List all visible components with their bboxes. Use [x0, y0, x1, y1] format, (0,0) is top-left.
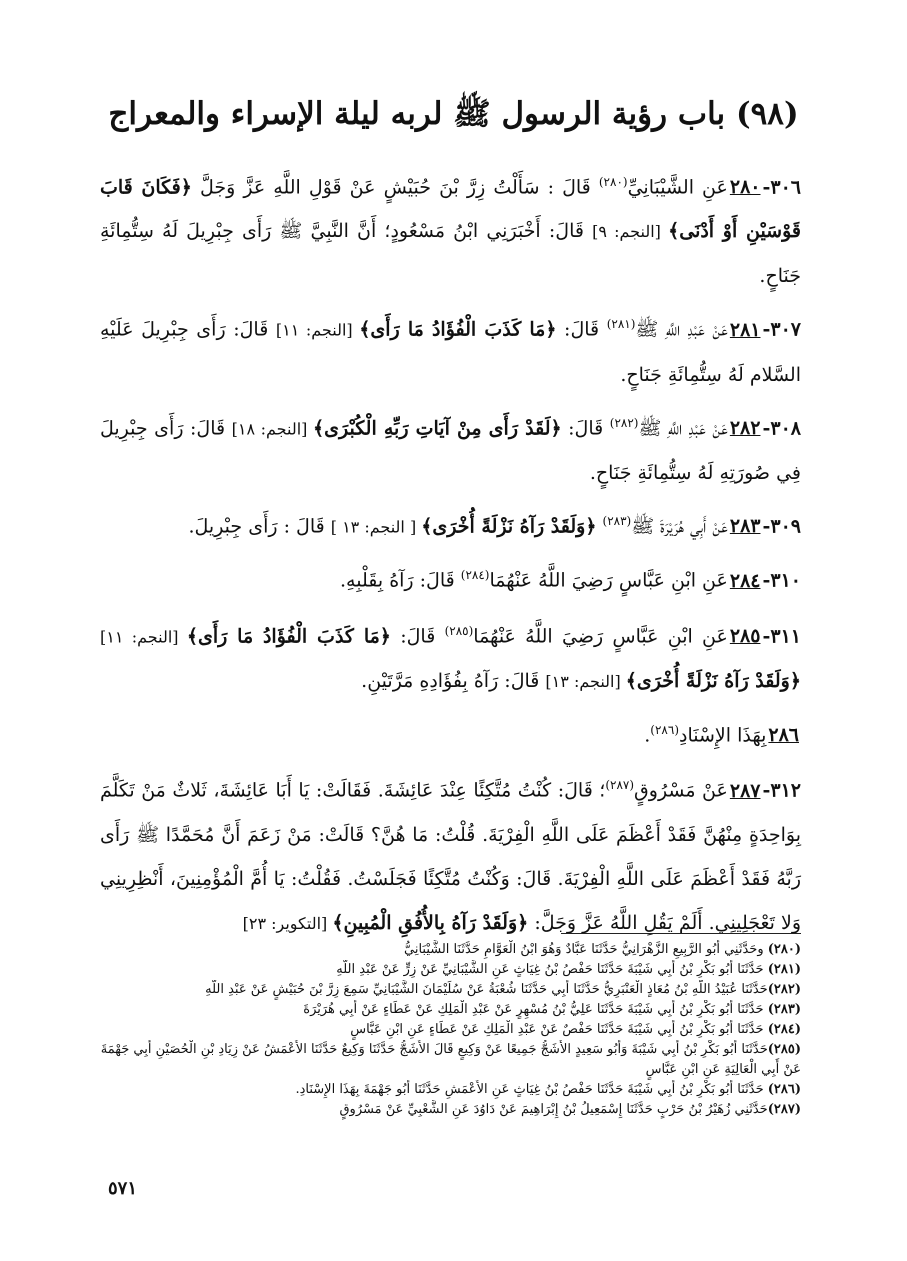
hadith-text: عَنِ ابْنِ عَبَّاسٍ رَضِيَ اللَّهُ عَنْهُمَا: [489, 569, 728, 592]
quran-verse: ﴿وَلَقَدْ رَآهُ نَزْلَةً أُخْرَى﴾: [625, 669, 801, 692]
footnote-text: حَدَّثَنَا أَبُو بَكْرِ بْنُ أَبِي شَيْبَةَ حَدَّثَنَا حَفْصُ بْنُ غِيَاثٍ عَنِ الأَعْمَشِ حَدَّثَنَا أَبُو جَهْمَةَ بِهَذَا الإِسْنَادِ.: [295, 1082, 768, 1097]
chapter-title: (٩٨) باب رؤية الرسول ﷺ لربه ليلة الإسراء والمعراج: [108, 96, 799, 132]
hadith-serial-number: ٣٠٦-: [762, 176, 802, 199]
footnote: [100, 1020, 801, 1040]
footnote-marker: (٢٨٢): [609, 415, 639, 430]
hadith-paragraph: [100, 553, 801, 602]
footnote-number: (٢٨٠): [767, 942, 801, 957]
hadith-number: ٢٨٣: [729, 515, 761, 538]
hadith-text: بِهَذَا الإِسْنَادِ: [679, 724, 767, 747]
verse-reference: [النجم: ١٣]: [545, 671, 626, 691]
footnote-number: (٢٨١): [767, 962, 801, 977]
footnote-number: (٢٨٤): [767, 1022, 801, 1037]
hadith-paragraph: [100, 401, 801, 495]
footnote: [100, 940, 801, 960]
hadith-text: قَالَ : سَأَلْتُ زِرَّ بْنَ حُبَيْشٍ عَنْ قَوْلِ اللَّهِ عَزَّ وَجَلَّ: [191, 176, 599, 199]
footnote-number: (٢٨٥): [767, 1042, 801, 1057]
footnote-divider: [561, 933, 801, 934]
footnote-number: (٢٨٣): [767, 1002, 801, 1017]
footnote-marker: (٢٨٤): [460, 568, 490, 583]
hadith-paragraph: [100, 763, 801, 945]
verse-reference: [النجم: ١١]: [275, 320, 360, 340]
hadith-text: قَالَ : رَأَى جِبْرِيلَ.: [188, 515, 331, 538]
hadith-serial-number: ٣٠٨-: [762, 416, 801, 439]
hadith-body: [100, 160, 801, 950]
hadith-serial-number: ٣١٠-: [762, 569, 801, 592]
hadith-text: قَالَ:: [561, 416, 610, 439]
quran-verse: ﴿مَا كَذَبَ الْفُؤَادُ مَا رَأَى﴾: [359, 318, 557, 341]
hadith-number: ٢٨٥: [729, 624, 761, 647]
hadith-text: عَنْ عَبْدِ اللَّهِ ﷺ: [638, 416, 728, 439]
hadith-text: قَالَ: رَأَى جِبْرِيلَ فِي صُورَتِهِ لَهُ سِتُّمِائَةِ جَنَاحٍ.: [100, 416, 801, 484]
page-number: ٥٧١: [108, 1178, 138, 1199]
hadith-number: ٢٨٦: [768, 724, 799, 747]
quran-verse: ﴿فَكَانَ قَابَ قَوْسَيْنِ أَوْ أَدْنَى﴾: [100, 176, 802, 243]
hadith-text: قَالَ: رَآهُ بِفُؤَادِهِ مَرَّتَيْنِ.: [361, 669, 546, 692]
footnote-text: حَدَّثَنِي زُهَيْرُ بْنُ حَرْبٍ حَدَّثَنَا إِسْمَعِيلُ بْنُ إِبْرَاهِيمَ عَنْ دَاوُدَ عَنِ الشَّعْبِيِّ عَنْ مَسْرُوقٍ: [339, 1102, 768, 1117]
verse-reference: [النجم: ٩]: [592, 222, 669, 242]
footnote: [100, 1080, 801, 1100]
hadith-serial-number: ٣١٢-: [762, 779, 801, 802]
hadith-paragraph: [100, 302, 801, 396]
quran-verse: ﴿وَلَقَدْ رَآهُ بِالأُفُقِ الْمُبِينِ﴾: [332, 911, 529, 934]
quran-verse: ﴿مَا كَذَبَ الْفُؤَادُ مَا رَأَى﴾: [186, 624, 391, 647]
footnote: [100, 980, 801, 1000]
footnote-number: (٢٨٧): [767, 1102, 801, 1117]
footnote-text: وحَدَّثَنِي أَبُو الرَّبِيعِ الزَّهْرَانِيُّ حَدَّثَنَا عَبَّادٌ وَهُوَ ابْنُ الْعَوَّامِ حَدَّثَنَا الشَّيْبَانِيُّ: [403, 942, 768, 957]
footnote-text: حَدَّثَنَا أَبُو بَكْرِ بْنُ أَبِي شَيْبَةَ حَدَّثَنَا حَفْصُ بْنُ غِيَاثٍ عَنِ الشَّيْبَانِيِّ عَنْ زِرٍّ عَنْ عَبْدِ اللَّهِ: [336, 962, 768, 977]
footnote: [100, 1040, 801, 1080]
verse-reference: [النجم: ١٨]: [231, 418, 313, 438]
hadith-number: ٢٨١: [729, 318, 761, 341]
hadith-number: ٢٨٢: [729, 416, 761, 439]
footnote-marker: (٢٨٠): [598, 175, 628, 189]
hadith-serial-number: ٣٠٧-: [762, 318, 802, 341]
footnotes: [100, 940, 801, 1120]
hadith-text: قَالَ:: [556, 318, 607, 341]
footnote-marker: (٢٨٥): [444, 623, 474, 638]
footnote-text: حَدَّثَنَا عُبَيْدُ اللَّهِ بْنُ مُعَاذٍ الْعَنْبَرِيُّ حَدَّثَنَا أَبِي حَدَّثَنَا شُعْبَةُ عَنْ سُلَيْمَانَ الشَّيْبَانِيِّ سَمِعَ زِرَّ بْنَ حُبَيْشٍ عَنْ عَبْدِ اللَّهِ: [205, 982, 768, 997]
footnote-number: (٢٨٦): [767, 1082, 801, 1097]
footnote-marker: (٢٨٦): [650, 722, 680, 737]
hadith-serial-number: ٣٠٩-: [762, 515, 801, 538]
hadith-paragraph: [100, 708, 801, 757]
footnote-text: حَدَّثَنَا أَبُو بَكْرِ بْنُ أَبِي شَيْبَةَ حَدَّثَنَا عَلِيُّ بْنُ مُسْهِرٍ عَنْ عَبْدِ الْمَلِكِ عَنْ عَطَاءٍ عَنْ أَبِي هُرَيْرَةَ: [303, 1002, 768, 1017]
hadith-number: ٢٨٠: [729, 176, 761, 199]
hadith-text: عَنْ مَسْرُوقٍ: [634, 779, 728, 802]
footnote-marker: (٢٨١): [606, 317, 636, 332]
footnote: [100, 1000, 801, 1020]
hadith-paragraph: [100, 609, 801, 704]
hadith-paragraph: [100, 499, 801, 549]
hadith-text: قَالَ: رَأَى جِبْرِيلَ عَلَيْهِ السَّلام لَهُ سِتُّمِائَةِ جَنَاحٍ.: [100, 318, 801, 386]
hadith-text: عَنِ ابْنِ عَبَّاسٍ رَضِيَ اللَّهُ عَنْهُمَا: [473, 624, 728, 647]
hadith-number: ٢٨٤: [729, 569, 761, 592]
hadith-text: عَنْ عَبْدِ اللَّهِ ﷺ: [635, 318, 728, 341]
footnote-marker: (٢٨٧): [605, 778, 635, 793]
footnote-text: حَدَّثَنَا أَبُو بَكْرِ بْنُ أَبِي شَيْبَةَ حَدَّثَنَا حَفْصٌ عَنْ عَبْدِ الْمَلِكِ عَنْ عَطَاءٍ عَنِ ابْنِ عَبَّاسٍ: [350, 1022, 768, 1037]
hadith-number: ٢٨٧: [729, 779, 761, 802]
hadith-text: قَالَ: أَخْبَرَنِي ابْنُ مَسْعُودٍ؛ أَنَّ النَّبِيَّ ﷺ رَأَى جِبْرِيلَ لَهُ سِتُّمِائَةِ جَنَاحٍ.: [100, 220, 801, 288]
hadith-text: عَنْ أَبِي هُرَيْرَةَ ﷺ: [631, 515, 728, 538]
footnote-text: حَدَّثَنَا أَبُو بَكْرِ بْنُ أَبِي شَيْبَةَ وَأَبُو سَعِيدٍ الأَشَجُّ جَمِيعًا عَنْ وَكِيعٍ قَالَ الأَشَجُّ حَدَّثَنَا وَكِيعٌ حَدَّثَنَا الأَعْمَشُ عَنْ زِيَادِ بْنِ الْحُصَيْنِ أَبِي جَهْمَةَ عَنْ أَبِي الْعَالِيَةِ عَنِ ابْنِ عَبَّاسٍ: [100, 1042, 801, 1077]
hadith-text: عَنِ الشَّيْبَانِيِّ: [627, 176, 728, 199]
hadith-text: ؛ قَالَ: كُنْتُ مُتَّكِئًا عِنْدَ عَائِشَةَ. فَقَالَتْ: يَا أَبَا عَائِشَةَ، ثَلاثٌ مَنْ تَكَلَّمَ بِوَاحِدَةٍ مِنْهُنَّ فَقَدْ أَعْظَمَ عَلَى اللَّهِ الْفِرْيَةَ. قُلْتُ: مَا هُنَّ؟ قَالَتْ: مَنْ زَعَمَ أَنَّ مُحَمَّدًا ﷺ رَأَى رَبَّهُ فَقَدْ أَعْظَمَ عَلَى اللَّهِ الْفِرْيَةَ. قَالَ: وَكُنْتُ مُتَّكِئًا فَجَلَسْتُ. فَقُلْتُ: يَا أُمَّ الْمُؤْمِنِينَ، أَنْظِرِينِي وَلا تَعْجَلِينِي. أَلَمْ يَقُلِ اللَّهُ عَزَّ وَجَلَّ:: [100, 779, 801, 934]
footnote: [100, 960, 801, 980]
verse-reference: [ النجم: ١٣ ]: [330, 517, 422, 537]
verse-reference: [النجم: ١١]: [100, 626, 187, 646]
footnote-marker: (٢٨٣): [602, 513, 632, 528]
footnote: [100, 1100, 801, 1120]
hadith-serial-number: ٣١١-: [762, 624, 801, 647]
verse-reference: [التكوير: ٢٣]: [242, 913, 333, 933]
footnote-number: (٢٨٢): [767, 982, 801, 997]
hadith-paragraph: [100, 160, 801, 298]
quran-verse: ﴿لَقَدْ رَأَى مِنْ آيَاتِ رَبِّهِ الْكُبْرَى﴾: [312, 416, 562, 439]
hadith-text: .: [644, 724, 651, 747]
hadith-text: قَالَ:: [390, 624, 445, 647]
quran-verse: ﴿وَلَقَدْ رَآهُ نَزْلَةً أُخْرَى﴾: [421, 515, 597, 538]
hadith-text: قَالَ: رَآهُ بِقَلْبِهِ.: [340, 569, 461, 592]
